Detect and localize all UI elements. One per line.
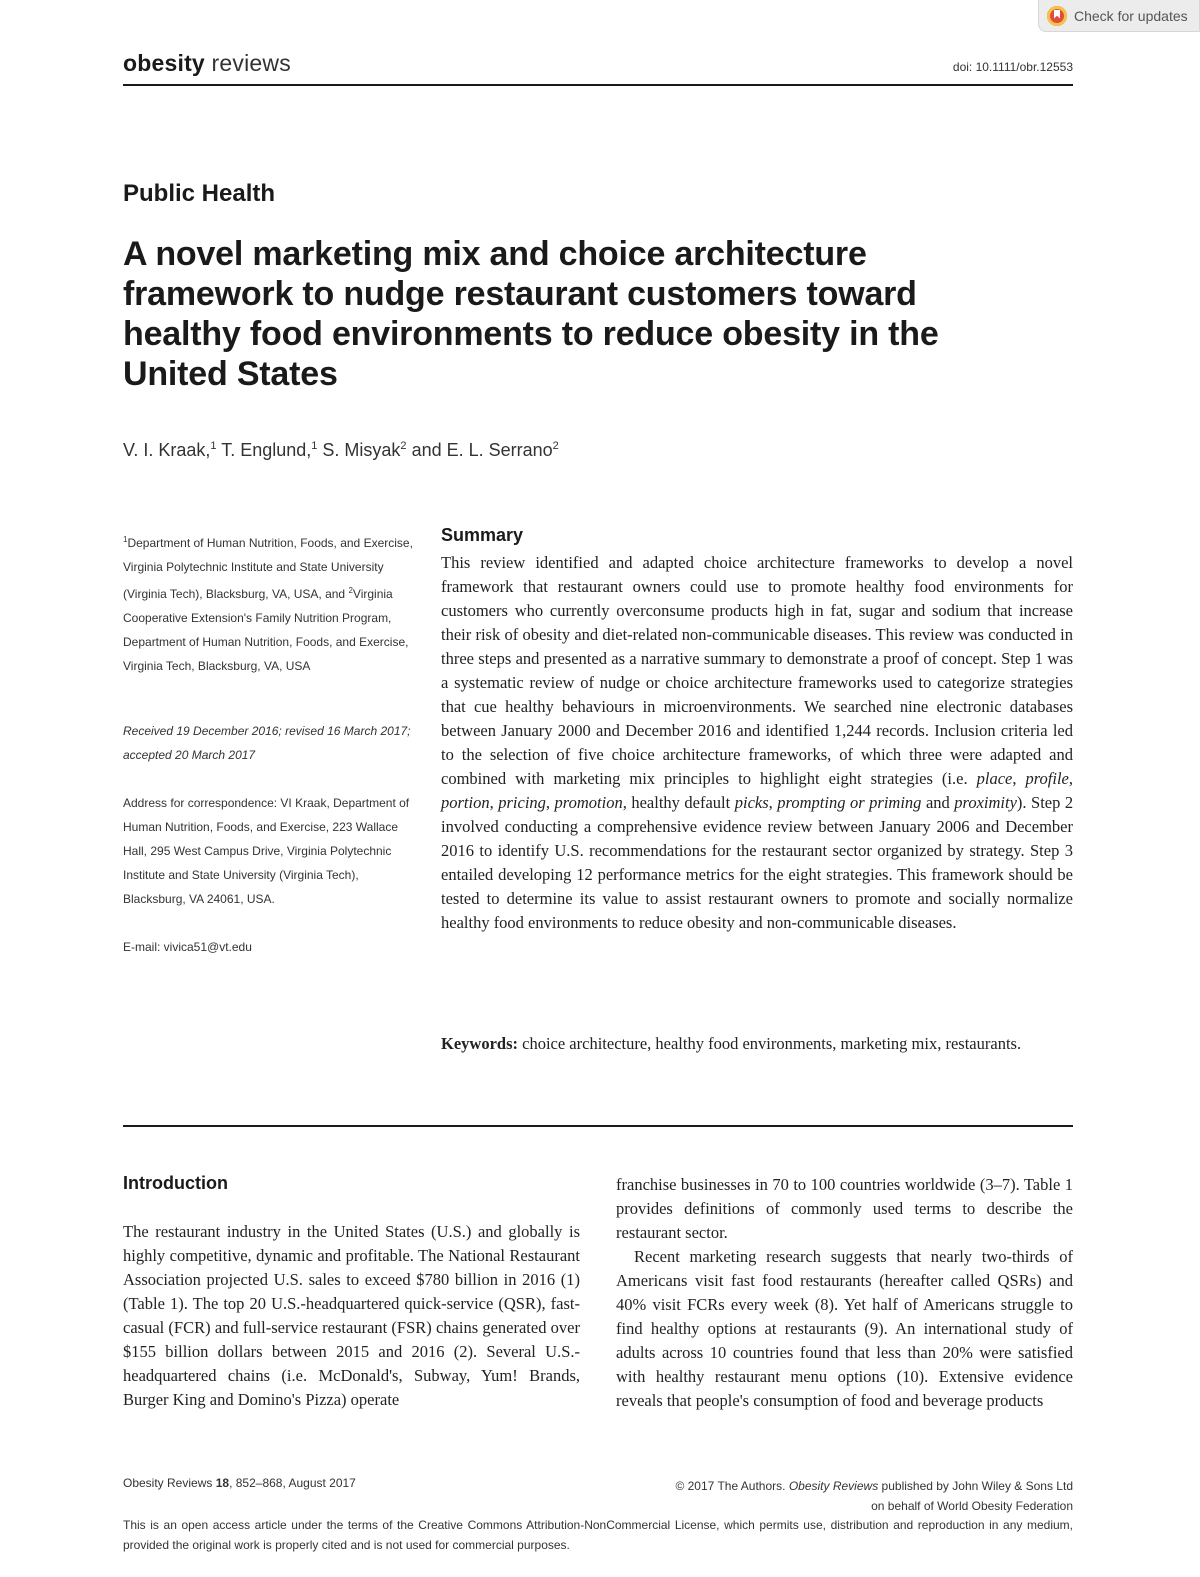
affiliation-text: Virginia Cooperative Extension's Family Nutrition Program, Department of Human Nutrition, Foods, and Exercise, Virginia Tech, Blacksburg, VA, USA: [123, 587, 409, 673]
crossmark-icon: [1047, 6, 1067, 26]
strategy-term: picks: [734, 793, 769, 812]
received-dates: Received 19 December 2016; revised 16 March 2017; accepted 20 March 2017: [123, 724, 411, 762]
author-name: T. Englund,: [221, 440, 312, 460]
journal-name-bold: obesity: [123, 50, 205, 76]
strategy-term: profile: [1025, 769, 1069, 788]
section-label: Public Health: [123, 180, 276, 207]
keywords-label: Keywords:: [441, 1034, 518, 1053]
copyright-text: published by John Wiley & Sons Ltd: [881, 1479, 1073, 1493]
strategy-term: priming: [869, 793, 922, 812]
introduction-heading: Introduction: [123, 1173, 228, 1193]
affiliations: [123, 528, 423, 678]
footer-pages: , 852–868, August 2017: [229, 1476, 356, 1490]
strategy-term: place: [976, 769, 1013, 788]
summary-text-part: and: [925, 793, 950, 812]
author-affiliation-mark: 1: [311, 440, 318, 452]
journal-logo: [123, 50, 291, 77]
article-title: A novel marketing mix and choice architecture framework to nudge restaurant customers toward healthy food environments to reduce obesity in the United States: [123, 235, 939, 393]
journal-name-light: reviews: [211, 50, 291, 76]
correspondence-address: Address for correspondence: VI Kraak, Department of Human Nutrition, Foods, and Exercise, 223 Wallace Hall, 295 West Campus Drive, Virginia Polytechnic Institute and State University (Virginia Tech), Blacksburg, VA 24061, USA.: [123, 796, 410, 906]
author-affiliation-mark: 1: [210, 440, 217, 452]
author-name: S. Misyak: [322, 440, 401, 460]
footer-copyright: [675, 1476, 1073, 1516]
introduction-paragraph: Recent marketing research suggests that nearly two-thirds of Americans visit fast food restaurants (hereafter called QSRs) and 40% visit FCRs every week (8). Yet half of Americans struggle to find healthy options at restaurants (9). An international study of adults across 10 countries found that less than 20% were satisfied with healthy restaurant menu options (10). Extensive evidence reveals that people's consumption of food and beverage products: [616, 1247, 1073, 1410]
license-notice: This is an open access article under the terms of the Creative Commons Attribution-NonCommercial License, which permits use, distribution and reproduction in any medium, provided the original work is properly cited and is not used for commercial purposes.: [123, 1518, 1073, 1552]
check-for-updates-label: Check for updates: [1074, 7, 1188, 24]
header-divider: [123, 84, 1073, 86]
summary-text-part: This review identified and adapted choice architecture frameworks to develop a novel framework that restaurant owners could use to promote healthy food environments for customers who currently overconsume products high in fat, sugar and sodium that increase their risk of obesity and diet-related non-communicable diseases. This review was conducted in three steps and presented as a narrative summary to demonstrate a proof of concept. Step 1 was a systematic review of nudge or choice architecture frameworks used to categorize strategies that cue healthy behaviours in microenvironments. We searched nine electronic databases between January 2000 and December 2016 and identified 1,244 records. Inclusion criteria led to the selection of five choice architecture frameworks, of which three were adapted and combined with marketing mix principles to highlight eight strategies (i.e.: [441, 553, 1073, 788]
check-for-updates-button[interactable]: [1038, 0, 1200, 32]
summary-heading: Summary: [441, 525, 524, 545]
doi-link[interactable]: doi: 10.1111/obr.12553: [952, 60, 1073, 74]
introduction-paragraph: The restaurant industry in the United States (U.S.) and globally is highly competitive, dynamic and profitable. The National Restaurant Association projected U.S. sales to exceed $780 billion in 2016 (1) (Table 1). The top 20 U.S.-headquartered quick-service (QSR), fast-casual (FCR) and full-service restaurant (FSR) chains generated over $155 billion dollars between 2015 and 2016 (2). Several U.S.-headquartered chains (i.e. McDonald's, Subway, Yum! Brands, Burger King and Domino's Pizza) operate: [123, 1222, 580, 1409]
strategy-term: pricing: [498, 793, 546, 812]
footer-journal: Obesity Reviews: [123, 1476, 213, 1490]
author-name: and E. L. Serrano: [411, 440, 553, 460]
introduction-paragraph: franchise businesses in 70 to 100 countries worldwide (3–7). Table 1 provides definitions of commonly used terms to describe the restaurant sector.: [616, 1175, 1073, 1242]
footer-volume: 18: [215, 1476, 230, 1490]
summary-text-part: ). Step 2 involved conducting a comprehensive evidence review between January 2006 and December 2016 to identify U.S. recommendations for the restaurant sector organized by strategy. Step 3 entailed developing 12 performance metrics for the eight strategies. This framework should be tested to determine its value to assist restaurant owners to promote and socially normalize healthy food environments to reduce obesity and non-communicable diseases.: [441, 793, 1074, 932]
strategy-term: promotion: [554, 793, 623, 812]
strategy-term: or: [849, 793, 865, 812]
copyright-text: © 2017 The Authors.: [675, 1479, 786, 1493]
summary-text: This review identified and adapted choice architecture frameworks to develop a novel framework that restaurant owners could use to promote healthy food environments for customers who currently overconsume products high in fat, sugar and sodium that increase their risk of obesity and diet-related non-communicable diseases. This review was conducted in three steps and presented as a narrative summary to demonstrate a proof of concept. Step 1 was a systematic review of nudge or choice architecture frameworks used to categorize strategies that cue healthy behaviours in microenvironments. We searched nine electronic databases between January 2000 and December 2016 and identified 1,244 records. Inclusion criteria led to the selection of five choice architecture frameworks, of which three were adapted and combined with marketing mix principles to highlight eight strategies (i.e. place, profile, portion, pricing, promotion, healthy default picks, prompting or priming and proximity). Step 2 involved conducting a comprehensive evidence review between January 2006 and December 2016 to identify U.S. recommendations for the restaurant sector organized by strategy. Step 3 entailed developing 12 performance metrics for the eight strategies. This framework should be tested to determine its value to assist restaurant owners to promote and socially normalize healthy food environments to reduce obesity and non-communicable diseases.: [441, 553, 1074, 932]
section-divider: [123, 1125, 1073, 1127]
keywords-text: choice architecture, healthy food environments, marketing mix, restaurants.: [522, 1034, 1022, 1053]
keywords: [441, 1032, 1073, 1056]
footer-citation: [123, 1476, 356, 1490]
author-affiliation-mark: 2: [400, 440, 407, 452]
author-name: V. I. Kraak,: [123, 440, 211, 460]
affiliation-mark: 1: [123, 535, 128, 544]
strategy-term: prompting: [777, 793, 846, 812]
affiliation-text: Department of Human Nutrition, Foods, and Exercise, Virginia Polytechnic Institute and State University (Virginia Tech), Blacksburg, VA, USA, and: [123, 536, 413, 601]
strategy-term: portion: [441, 793, 490, 812]
author-affiliation-mark: 2: [552, 440, 559, 452]
correspondence-email[interactable]: E-mail: vivica51@vt.edu: [123, 940, 252, 954]
strategy-term: proximity: [954, 793, 1017, 812]
affiliation-mark: 2: [348, 586, 353, 595]
copyright-journal: Obesity Reviews: [788, 1479, 879, 1493]
summary-text-part: healthy default: [631, 793, 731, 812]
author-list: [123, 440, 559, 461]
copyright-line2: on behalf of World Obesity Federation: [871, 1499, 1073, 1513]
